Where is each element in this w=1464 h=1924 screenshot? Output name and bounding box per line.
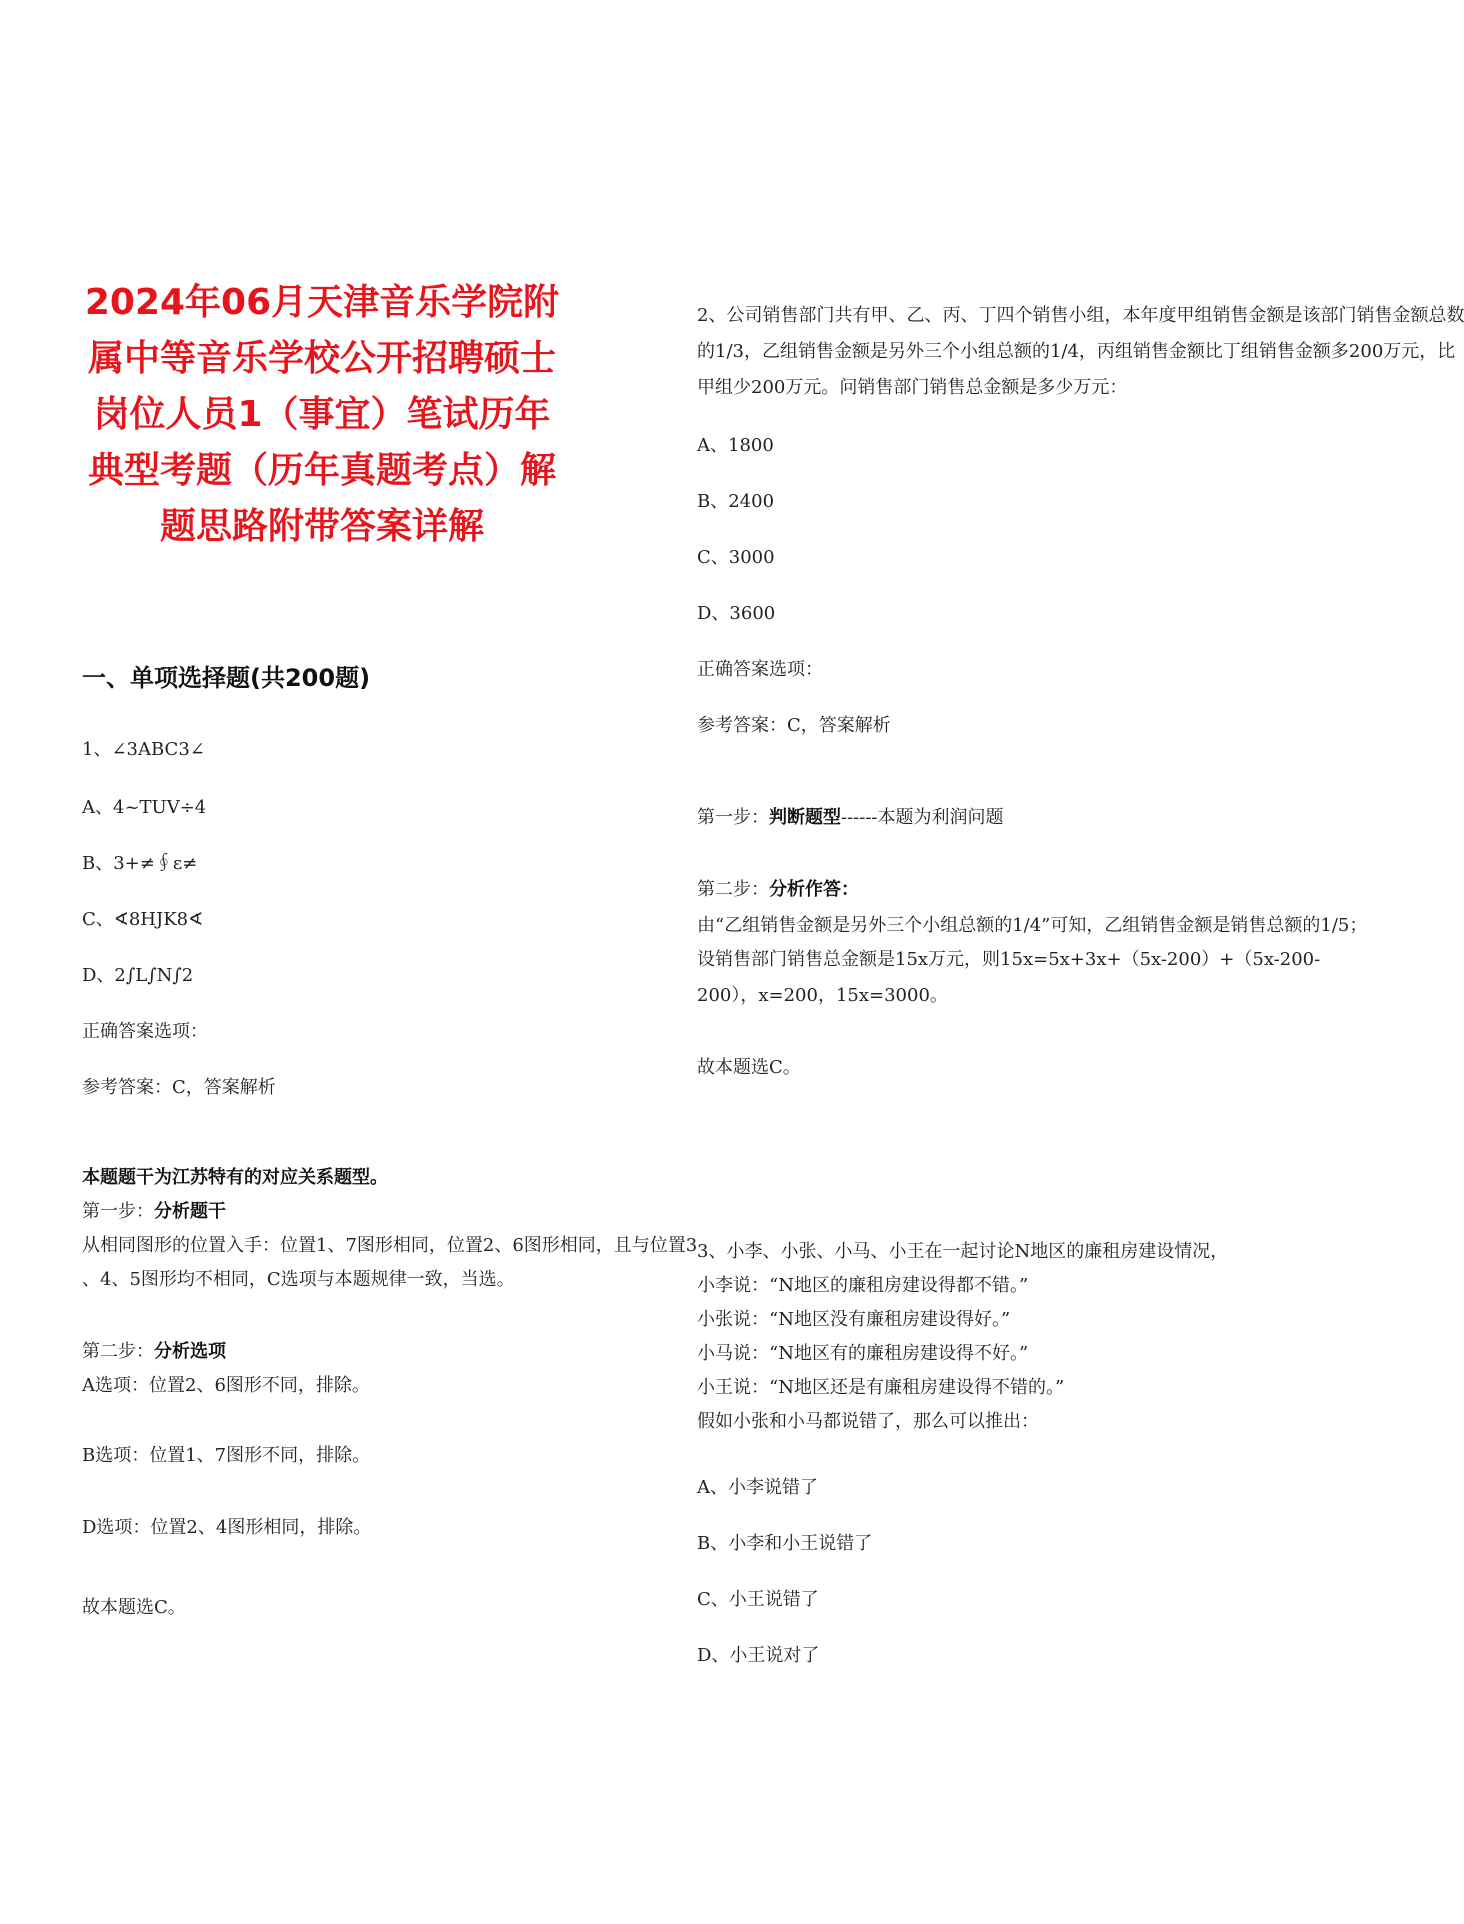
q3-option-a: A、小李说错了 (697, 1477, 818, 1498)
q3-stem-line-6: 假如小张和小马都说错了，那么可以推出： (697, 1411, 1039, 1432)
q1-option-c: C、∢8HJK8∢ (82, 909, 204, 930)
q2-step2-line-3: 200），x=200，15x=3000。 (697, 985, 948, 1006)
q1-step1-text-1: 从相同图形的位置入手：位置1、7图形相同，位置2、6图形相同，且与位置3 (82, 1235, 698, 1256)
q1-reference-answer: 参考答案：C，答案解析 (82, 1077, 276, 1098)
q3-stem-line-3: 小张说：“N地区没有廉租房建设得好。” (697, 1309, 1011, 1330)
q2-step1-heading (697, 806, 1004, 830)
q1-step1-label: 第一步： (82, 1201, 154, 1222)
q1-step1-heading (82, 1200, 226, 1224)
q3-option-c: C、小王说错了 (697, 1589, 819, 1610)
q2-stem-line-2: 的1/3，乙组销售金额是另外三个小组总额的1/4，丙组销售金额比丁组销售金额多200万元，比 (697, 341, 1456, 362)
q2-step1-text: ------本题为利润问题 (841, 807, 1004, 828)
q1-option-d: D、2∫L∫N∫2 (82, 965, 194, 986)
q1-step2-option-d: D选项：位置2、4图形相同，排除。 (82, 1517, 372, 1538)
q2-correct-label: 正确答案选项： (697, 659, 823, 680)
q2-step2-line-2: 设销售部门销售总金额是15x万元，则15x=5x+3x+（5x-200）+（5x-200- (697, 949, 1321, 970)
q1-step2-heading (82, 1340, 226, 1364)
q2-option-c: C、3000 (697, 547, 775, 568)
q2-option-a: A、1800 (697, 435, 774, 456)
q2-step2-line-1: 由“乙组销售金额是另外三个小组总额的1/4”可知，乙组销售金额是销售总额的1/5； (697, 915, 1368, 936)
q2-option-d: D、3600 (697, 603, 776, 624)
q2-step1-title: 判断题型 (769, 807, 841, 828)
q3-stem-line-5: 小王说：“N地区还是有廉租房建设得不错的。” (697, 1377, 1065, 1398)
q2-conclusion: 故本题选C。 (697, 1057, 801, 1078)
q2-step1-label: 第一步： (697, 807, 769, 828)
section-heading: 一、单项选择题(共200题) (82, 664, 371, 692)
q1-analysis-title: 本题题干为江苏特有的对应关系题型。 (82, 1167, 388, 1188)
q1-conclusion: 故本题选C。 (82, 1597, 186, 1618)
q1-step2-option-a: A选项：位置2、6图形不同，排除。 (82, 1375, 370, 1396)
q1-step1-text-2: 、4、5图形均不相同，C选项与本题规律一致，当选。 (82, 1269, 515, 1290)
q2-stem-line-3: 甲组少200万元。问销售部门销售总金额是多少万元： (697, 377, 1128, 398)
q1-option-b: B、3+≠∮ε≠ (82, 853, 198, 874)
q3-stem-line-2: 小李说：“N地区的廉租房建设得都不错。” (697, 1275, 1029, 1296)
q1-step2-label: 第二步： (82, 1341, 154, 1362)
q2-step2-label: 第二步： (697, 879, 769, 900)
q2-step2-heading (697, 878, 859, 902)
q1-step2-title: 分析选项 (154, 1341, 226, 1362)
q1-correct-label: 正确答案选项： (82, 1021, 208, 1042)
q2-stem-line-1: 2、公司销售部门共有甲、乙、丙、丁四个销售小组，本年度甲组销售金额是该部门销售金额总数 (697, 305, 1464, 326)
q1-step1-title: 分析题干 (154, 1201, 226, 1222)
q2-option-b: B、2400 (697, 491, 775, 512)
q1-step2-option-b: B选项：位置1、7图形不同，排除。 (82, 1445, 371, 1466)
q1-stem: 1、∠3ABC3∠ (82, 739, 205, 760)
q3-option-d: D、小王说对了 (697, 1645, 820, 1666)
document-title: 2024年06月天津音乐学院附属中等音乐学校公开招聘硕士岗位人员1（事宜）笔试历年典型考题（历年真题考点）解题思路附带答案详解 (84, 282, 560, 547)
q2-step2-title: 分析作答： (769, 879, 859, 900)
q1-option-a: A、4~TUV÷4 (82, 797, 207, 818)
q2-reference-answer: 参考答案：C，答案解析 (697, 715, 891, 736)
q3-stem-line-1: 3、小李、小张、小马、小王在一起讨论N地区的廉租房建设情况， (697, 1241, 1229, 1262)
q3-stem-line-4: 小马说：“N地区有的廉租房建设得不好。” (697, 1343, 1029, 1364)
q3-option-b: B、小李和小王说错了 (697, 1533, 873, 1554)
